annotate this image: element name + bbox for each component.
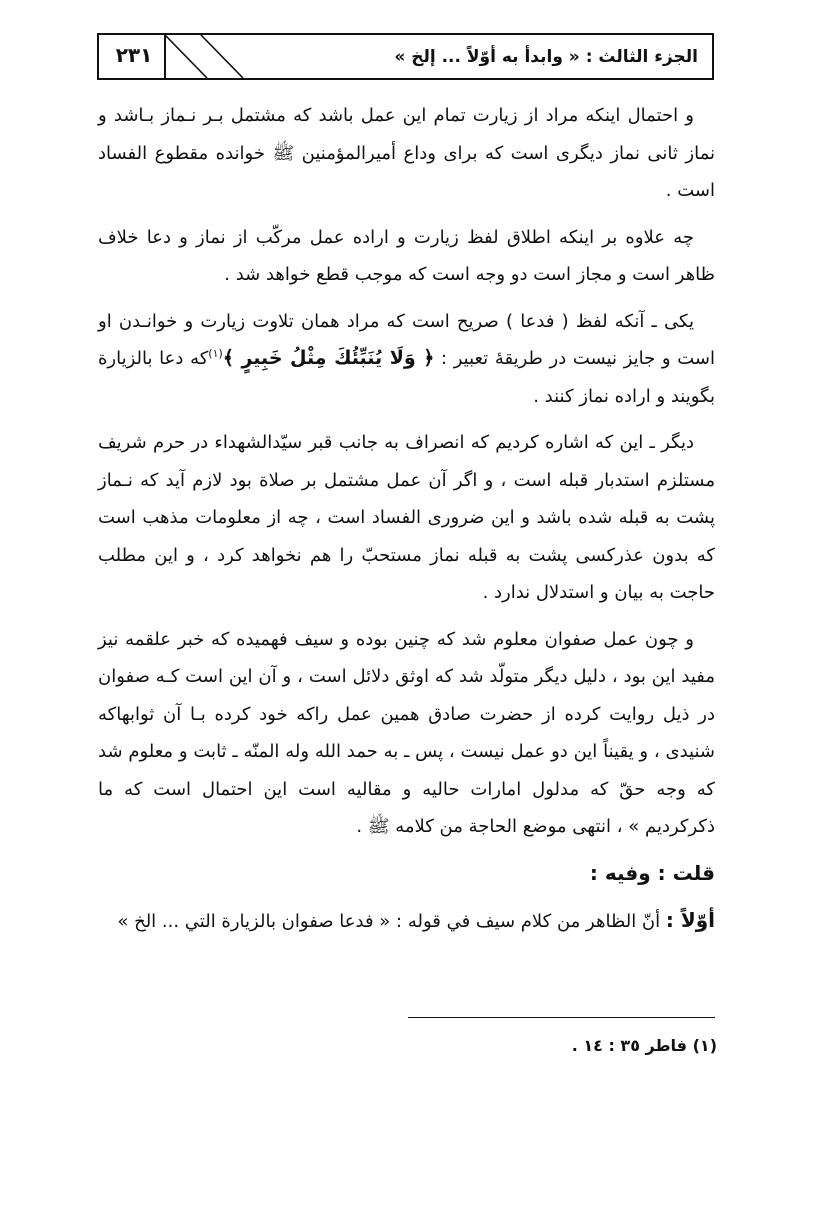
page-header [97, 33, 714, 80]
awwalan-line [98, 902, 715, 941]
awwalan-label: أوّلاً : [665, 908, 715, 932]
paragraph-1: و احتمال اینکه مراد از زیارت تمام این عمل باشد که مشتمل بـر نـماز بـاشد و نماز ثانی نماز دیگری است که برای وداع أمیرالمؤمنین ﷺ خوانده مقطوع الفساد است . [98, 105, 715, 201]
quran-verse: ﴿ وَلَا يُنَبِّئُكَ مِثْلُ خَبِيرٍ ﴾ [222, 347, 435, 369]
running-title: الجزء الثالث : « وابدأ به أوّلاً ... إلخ » [394, 47, 698, 67]
paragraph-3 [98, 303, 715, 416]
page-number: ٢٣١ [115, 43, 153, 67]
paragraph-4: دیگر ـ این که اشاره کردیم که انصراف به جانب قبر سیّدالشهداء در حرم شریف مستلزم استدبار قبله است ، و اگر آن عمل مشتمل بر صلاة بود لازم آید که نـماز پشت به قبله شده باشد و این ضروری الفساد است ، چه از معلومات مذهب است که بدون عذرکسی پشت به قبله نماز مستحبّ را هم نخواهد کرد ، و این مطلب حاجت به بیان و استدلال ندارد . [98, 432, 715, 603]
footnote-divider [408, 1017, 715, 1018]
qult-heading [98, 855, 715, 894]
paragraph-5: و چون عمل صفوان معلوم شد که چنین بوده و سیف فهمیده که خبر علقمه نیز مفید این بود ، دلیل دیگر متولّد شد که اوثق دلائل است ، و آن این است کـه صفوان در ذیل روایت کرده از حضرت صادق همین عمل راکه خود کرده بـا آن ثوابهاکه شنیدی ، و یقیناً این دو عمل نیست ، پس ـ به حمد الله وله المنّه ـ ثابت و معلوم شد که وجه حقّ که مدلول امارات حالیه و مقالیه است این احتمال است که ما ذکرکردیم » ، انتهی موضع الحاجة من کلامه ﷺ . [98, 628, 715, 837]
paragraph-3-text-before: یکی ـ آنکه لفظ ( فدعا ) صریح است که مراد همان تلاوت زیارت و خوانـدن او است و جایز نیست در طریقهٔ تعبیر : [98, 310, 715, 369]
paragraph-3-text-after: که دعا بالزیارة بگویند و اراده نماز کنند . [98, 348, 715, 407]
awwalan-text: أنّ الظاهر من كلام سيف في قوله : « فدعا صفوان بالزيارة التي ... الخ » [117, 911, 666, 932]
footnote: (١) فاطر ٣٥ : ١٤ . [571, 1036, 717, 1055]
body-text [98, 97, 715, 950]
qult-label: قلت : وفيه : [589, 860, 715, 885]
paragraph-2: چه علاوه بر اینکه اطلاق لفظ زیارت و اراده عمل مرکّب از نماز و دعا خلاف ظاهر است و مجاز است دو وجه است که موجب قطع خواهد شد . [98, 226, 715, 285]
footnote-marker: (١) [208, 347, 223, 360]
